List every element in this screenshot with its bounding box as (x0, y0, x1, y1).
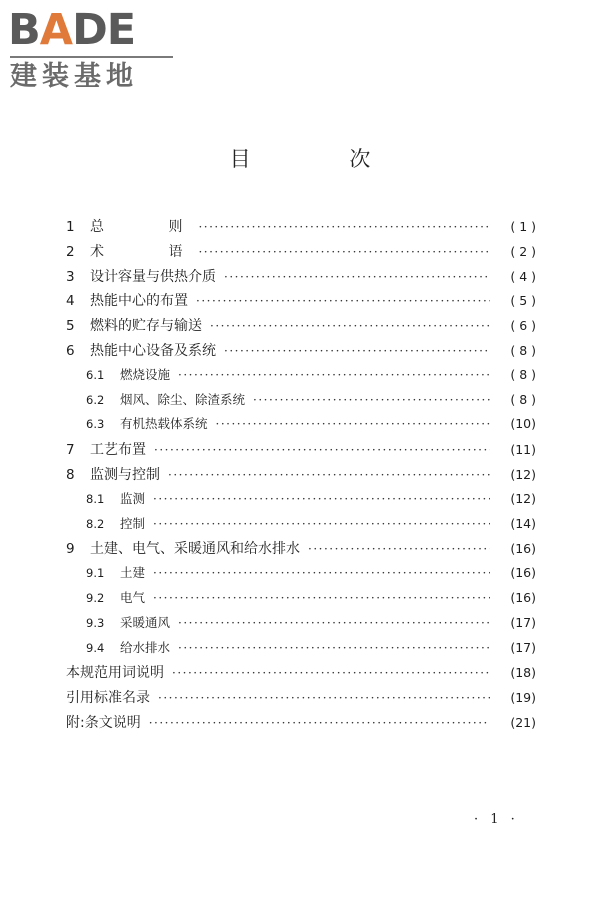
toc-entry-page: ( 1 ) (510, 219, 536, 234)
page-title: 目 次 (229, 147, 417, 171)
toc-leader-dots (168, 468, 490, 482)
toc-leader-dots (253, 393, 490, 407)
toc-entry-number: 6 (66, 342, 75, 359)
toc-entry-label: 引用标准名录 (66, 690, 150, 707)
toc-entry-label: 附:条文说明 (66, 714, 141, 731)
toc-entry-number: 6.3 (86, 417, 105, 432)
page-number: · 1 · (474, 812, 519, 827)
toc-entry-label: 电气 (120, 589, 146, 605)
toc-entry[interactable] (66, 216, 536, 241)
toc-entry-page: ( 8 ) (510, 391, 536, 407)
toc-entry-page: (14) (510, 515, 536, 531)
toc-leader-dots (308, 542, 490, 556)
toc-entry-label: 土建、电气、采暖通风和给水排水 (90, 541, 300, 558)
toc-entry-page: ( 8 ) (510, 342, 536, 358)
toc-entry-page: (17) (510, 639, 536, 655)
toc-leader-dots (198, 245, 490, 259)
toc-leader-dots (196, 294, 490, 308)
toc-entry[interactable] (66, 365, 536, 390)
toc-entry-number: 8 (66, 466, 75, 483)
toc-entry-label: 燃料的贮存与输送 (90, 318, 202, 335)
toc-entry-label: 给水排水 (120, 639, 171, 655)
toc-entry-number: 3 (66, 268, 75, 285)
toc-entry-number: 9.3 (86, 615, 105, 630)
toc-entry[interactable] (66, 687, 536, 712)
toc-entry[interactable] (66, 662, 536, 687)
toc-leader-dots (153, 591, 490, 605)
toc-entry-label: 监测与控制 (90, 466, 160, 483)
toc-entry[interactable] (66, 638, 536, 663)
toc-entry-page: ( 4 ) (510, 268, 536, 284)
toc-leader-dots (224, 344, 490, 358)
toc-entry-label: 燃烧设施 (120, 366, 171, 382)
toc-entry[interactable] (66, 613, 536, 638)
toc-entry-number: 7 (66, 442, 75, 459)
toc-entry-number: 6.2 (86, 392, 105, 407)
toc-entry[interactable] (66, 439, 536, 464)
toc-leader-dots (210, 319, 490, 333)
toc-entry[interactable] (66, 538, 536, 563)
toc-entry[interactable] (66, 290, 536, 315)
logo-subtitle: 建装基地 (10, 61, 138, 92)
toc-leader-dots (216, 417, 490, 431)
toc-entry[interactable] (66, 315, 536, 340)
toc-leader-dots (153, 566, 490, 580)
toc-entry[interactable] (66, 340, 536, 365)
toc-entry-page: (16) (510, 541, 536, 557)
toc-entry[interactable] (66, 489, 536, 514)
logo-letter-a: A (39, 5, 73, 55)
toc-entry-number: 4 (66, 293, 75, 310)
logo-wordmark (8, 6, 135, 54)
toc-entry-number: 8.2 (86, 516, 105, 531)
toc-entry-page: ( 8 ) (510, 366, 536, 382)
toc-entry-number: 1 (66, 219, 75, 235)
toc-leader-dots (178, 368, 490, 382)
toc-entry[interactable] (66, 390, 536, 415)
toc-leader-dots (153, 517, 490, 531)
toc-entry-page: (19) (510, 690, 536, 706)
toc-entry-label: 设计容量与供热介质 (90, 268, 216, 285)
table-of-contents (66, 216, 536, 737)
toc-entry-number: 8.1 (86, 491, 105, 506)
toc-leader-dots (178, 641, 490, 655)
toc-entry-label: 术 语 (90, 243, 213, 260)
toc-entry[interactable] (66, 588, 536, 613)
toc-entry-number: 9 (66, 541, 75, 558)
toc-leader-dots (158, 691, 490, 705)
toc-entry[interactable] (66, 464, 536, 489)
toc-leader-dots (172, 666, 490, 680)
toc-entry-page: ( 2 ) (510, 243, 536, 259)
toc-entry-label: 总 则 (90, 219, 213, 235)
toc-leader-dots (153, 492, 490, 506)
toc-entry-label: 本规范用词说明 (66, 665, 164, 682)
toc-leader-dots (178, 616, 490, 630)
toc-entry-number: 5 (66, 318, 75, 335)
toc-entry-label: 烟风、除尘、除渣系统 (120, 391, 246, 407)
toc-entry-page: (16) (510, 589, 536, 605)
logo-letter-b: B (8, 5, 40, 55)
toc-entry-page: (10) (510, 416, 536, 432)
toc-entry-label: 监测 (120, 490, 146, 506)
logo-divider (10, 56, 173, 58)
toc-entry[interactable] (66, 514, 536, 539)
toc-leader-dots (149, 716, 490, 730)
toc-entry-number: 9.1 (86, 566, 105, 581)
toc-entry[interactable] (66, 241, 536, 266)
toc-entry-number: 6.1 (86, 367, 105, 382)
toc-entry-page: (17) (510, 614, 536, 630)
toc-entry-label: 热能中心设备及系统 (90, 342, 216, 359)
toc-entry-label: 热能中心的布置 (90, 293, 188, 310)
toc-entry-label: 有机热载体系统 (120, 416, 208, 432)
toc-leader-dots (198, 220, 490, 234)
toc-entry-number: 2 (66, 243, 75, 260)
toc-entry[interactable] (66, 712, 536, 737)
toc-entry-page: (12) (510, 490, 536, 506)
toc-leader-dots (224, 270, 490, 284)
toc-entry-number: 9.2 (86, 590, 105, 605)
toc-entry-page: ( 6 ) (510, 318, 536, 334)
toc-entry-page: (21) (510, 714, 536, 730)
toc-entry-number: 9.4 (86, 640, 105, 655)
logo-letters-de: DE (72, 5, 136, 55)
toc-entry-page: (12) (510, 466, 536, 482)
bade-logo (8, 6, 178, 94)
toc-entry-label: 控制 (120, 515, 146, 531)
toc-entry-page: (11) (510, 442, 536, 458)
toc-entry-label: 工艺布置 (90, 442, 146, 459)
toc-leader-dots (154, 443, 490, 457)
toc-entry-page: (18) (510, 665, 536, 681)
toc-entry-label: 采暖通风 (120, 614, 171, 630)
toc-entry[interactable] (66, 414, 536, 439)
toc-entry[interactable] (66, 563, 536, 588)
toc-entry[interactable] (66, 266, 536, 291)
toc-entry-page: (16) (510, 565, 536, 581)
toc-entry-page: ( 5 ) (510, 293, 536, 309)
toc-entry-label: 土建 (120, 565, 146, 581)
